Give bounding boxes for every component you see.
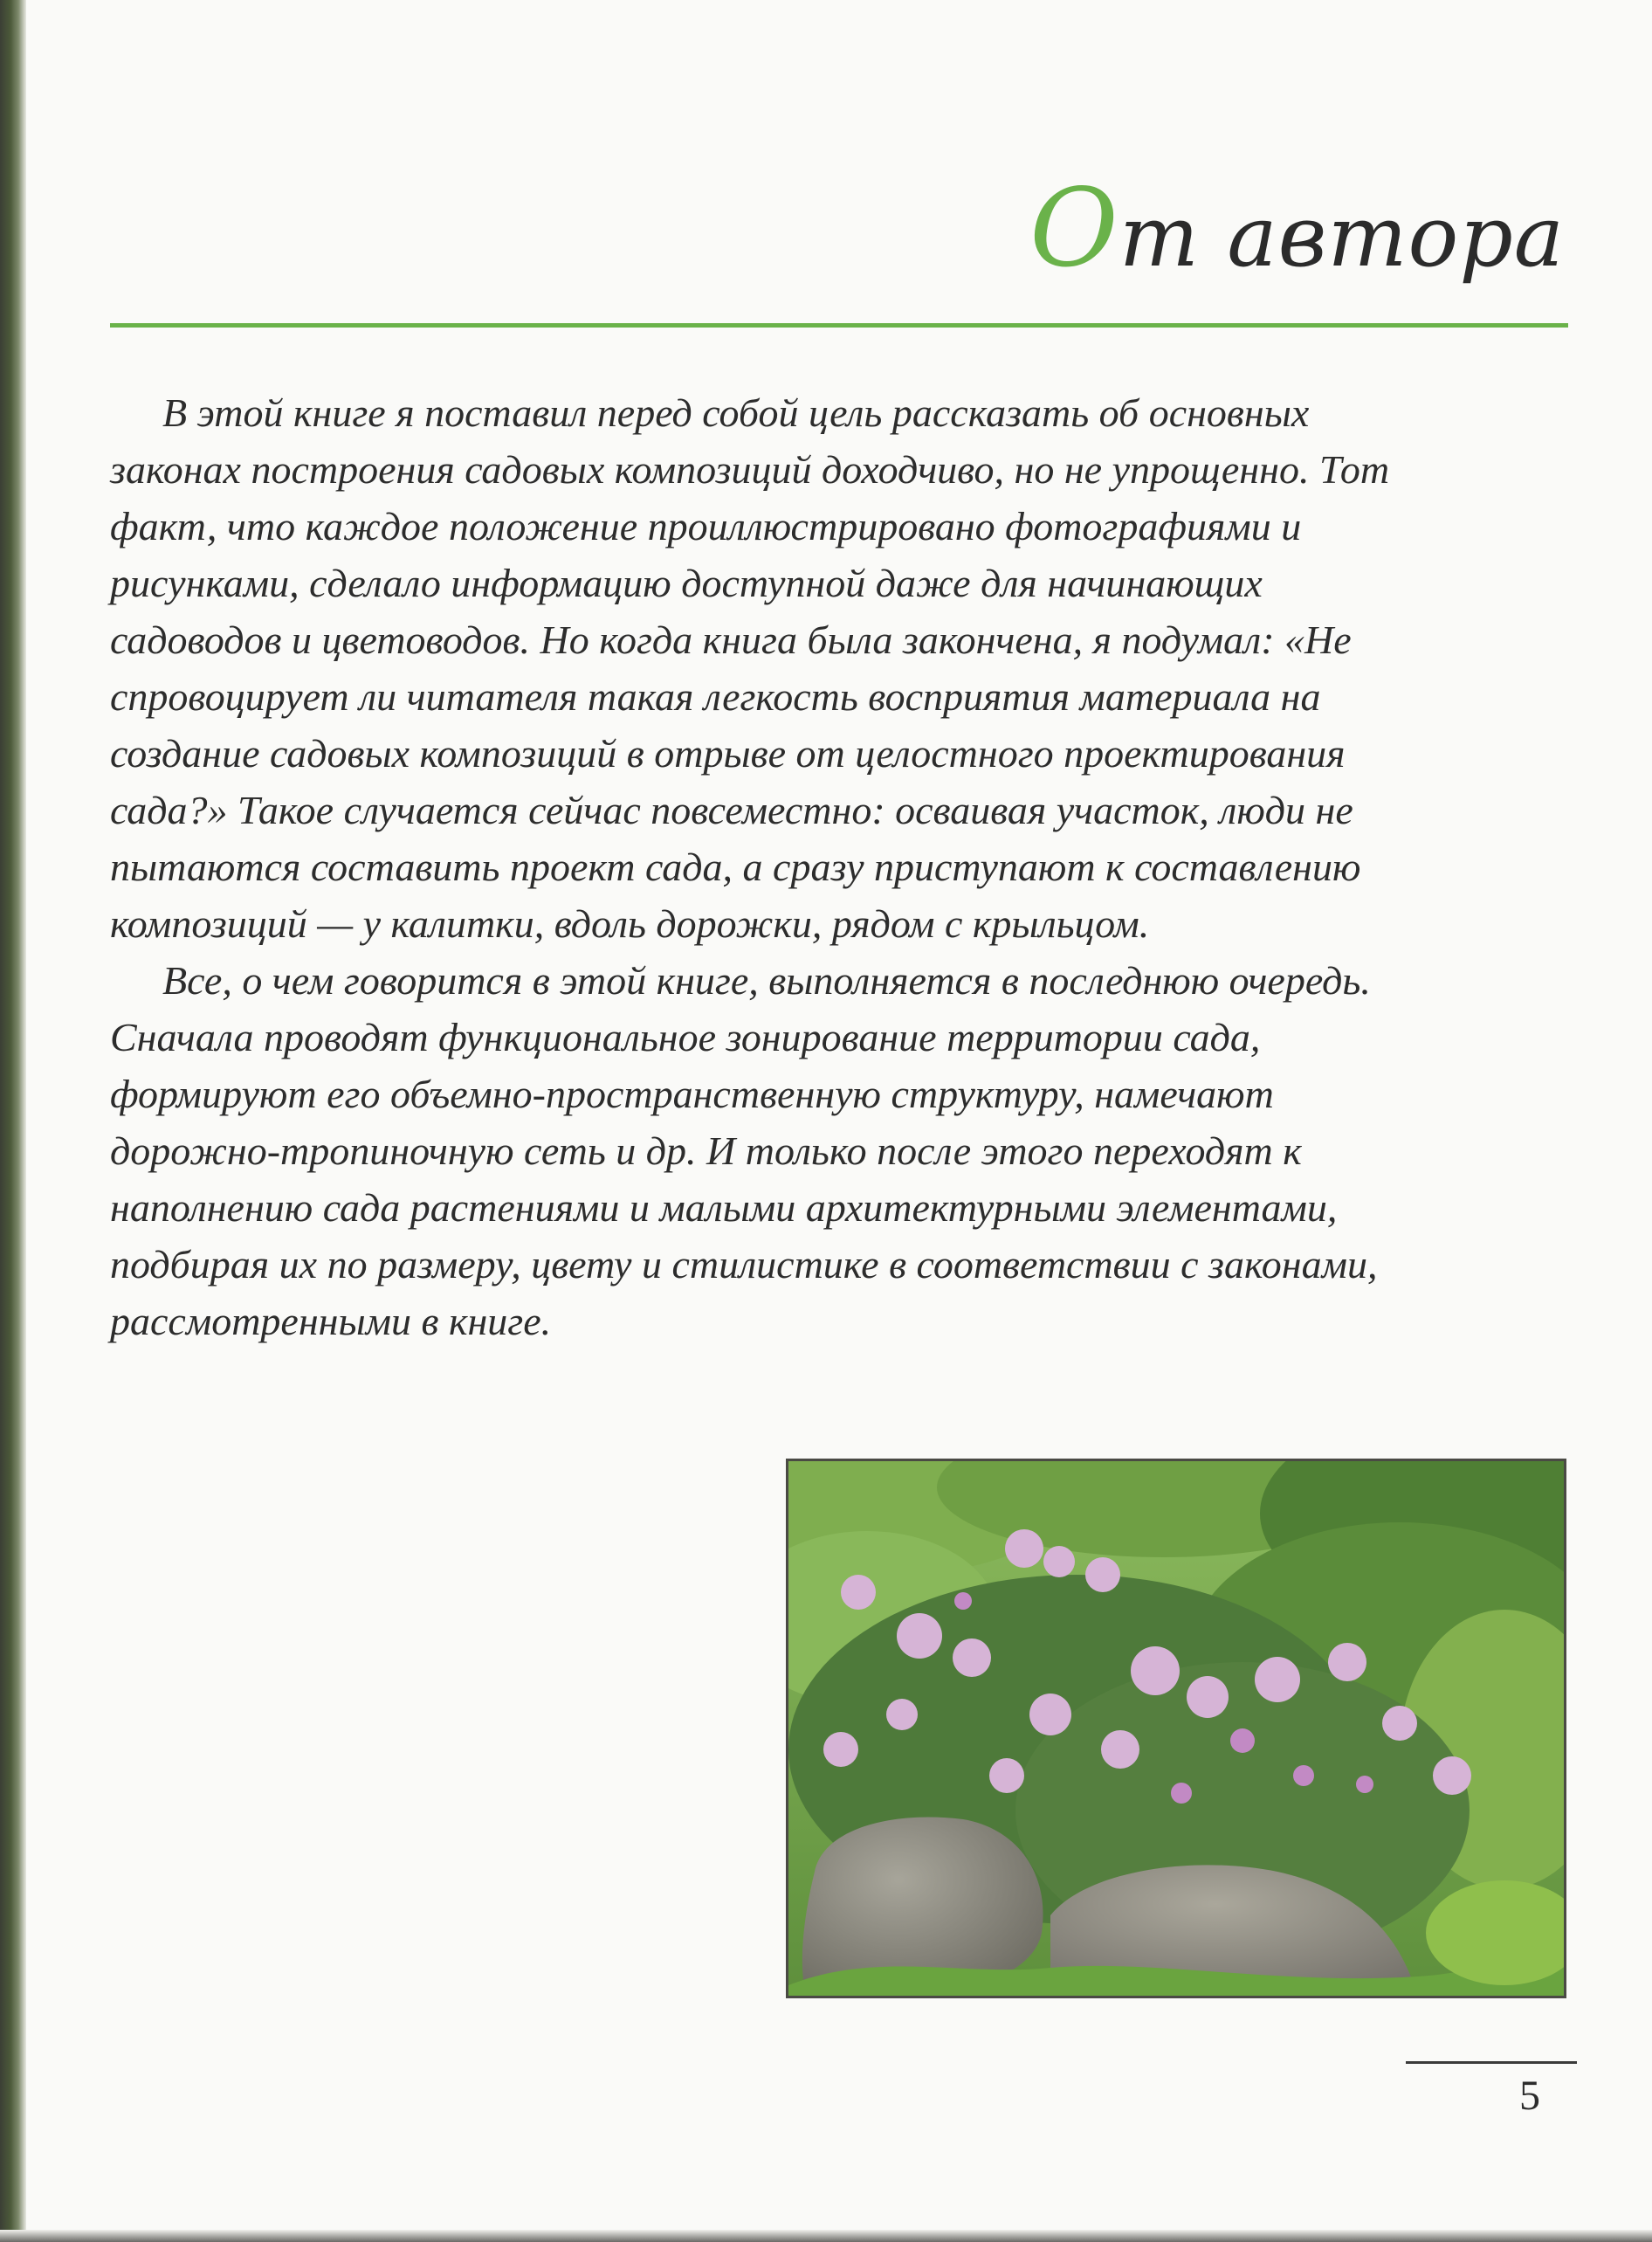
binding-edge: [0, 0, 26, 2242]
title-rest: т автора: [1119, 188, 1565, 286]
paragraph-1: В этой книге я поставил перед собой цель рассказать об основных законах построения садовых композиций доходчиво, но не упрощенно. Тот факт, что каждое положение проиллюстрировано фотографиями и рисунками, сделало информацию доступной даже для начинающих садоводов и цветоводов. Но когда книга была закончена, я подумал: «Не спровоцирует ли читателя такая легкость восприятия материала на создание садовых композиций в отрыве от целостного проектирования сада?» Такое случается сейчас повсеместно: осваивая участок, люди не пытаются составить проект сада, а сразу приступают к составлению композиций — у калитки, вдоль дорожки, рядом с крыльцом.: [110, 390, 1390, 946]
page-number: 5: [1519, 2073, 1540, 2119]
paragraph-2: Все, о чем говорится в этой книге, выполняется в последнюю очередь. Сначала проводят функциональное зонирование территории сада, формируют его объемно-пространственную структуру, намечают дорожно-тропиночную сеть и др. И только после этого переходят к наполнению сада растениями и малыми архитектурными элементами, подбирая их по размеру, цвету и стилистике в соответствии с законами, рассмотренными в книге.: [110, 958, 1378, 1343]
scan-edge: [0, 2230, 1652, 2242]
footer-rule: [1406, 2061, 1577, 2064]
title-initial: О: [1029, 166, 1119, 292]
title-divider: [110, 323, 1568, 328]
page-title: [1029, 166, 1565, 292]
garden-photo: [786, 1459, 1566, 1998]
body-text: [110, 384, 1420, 1349]
